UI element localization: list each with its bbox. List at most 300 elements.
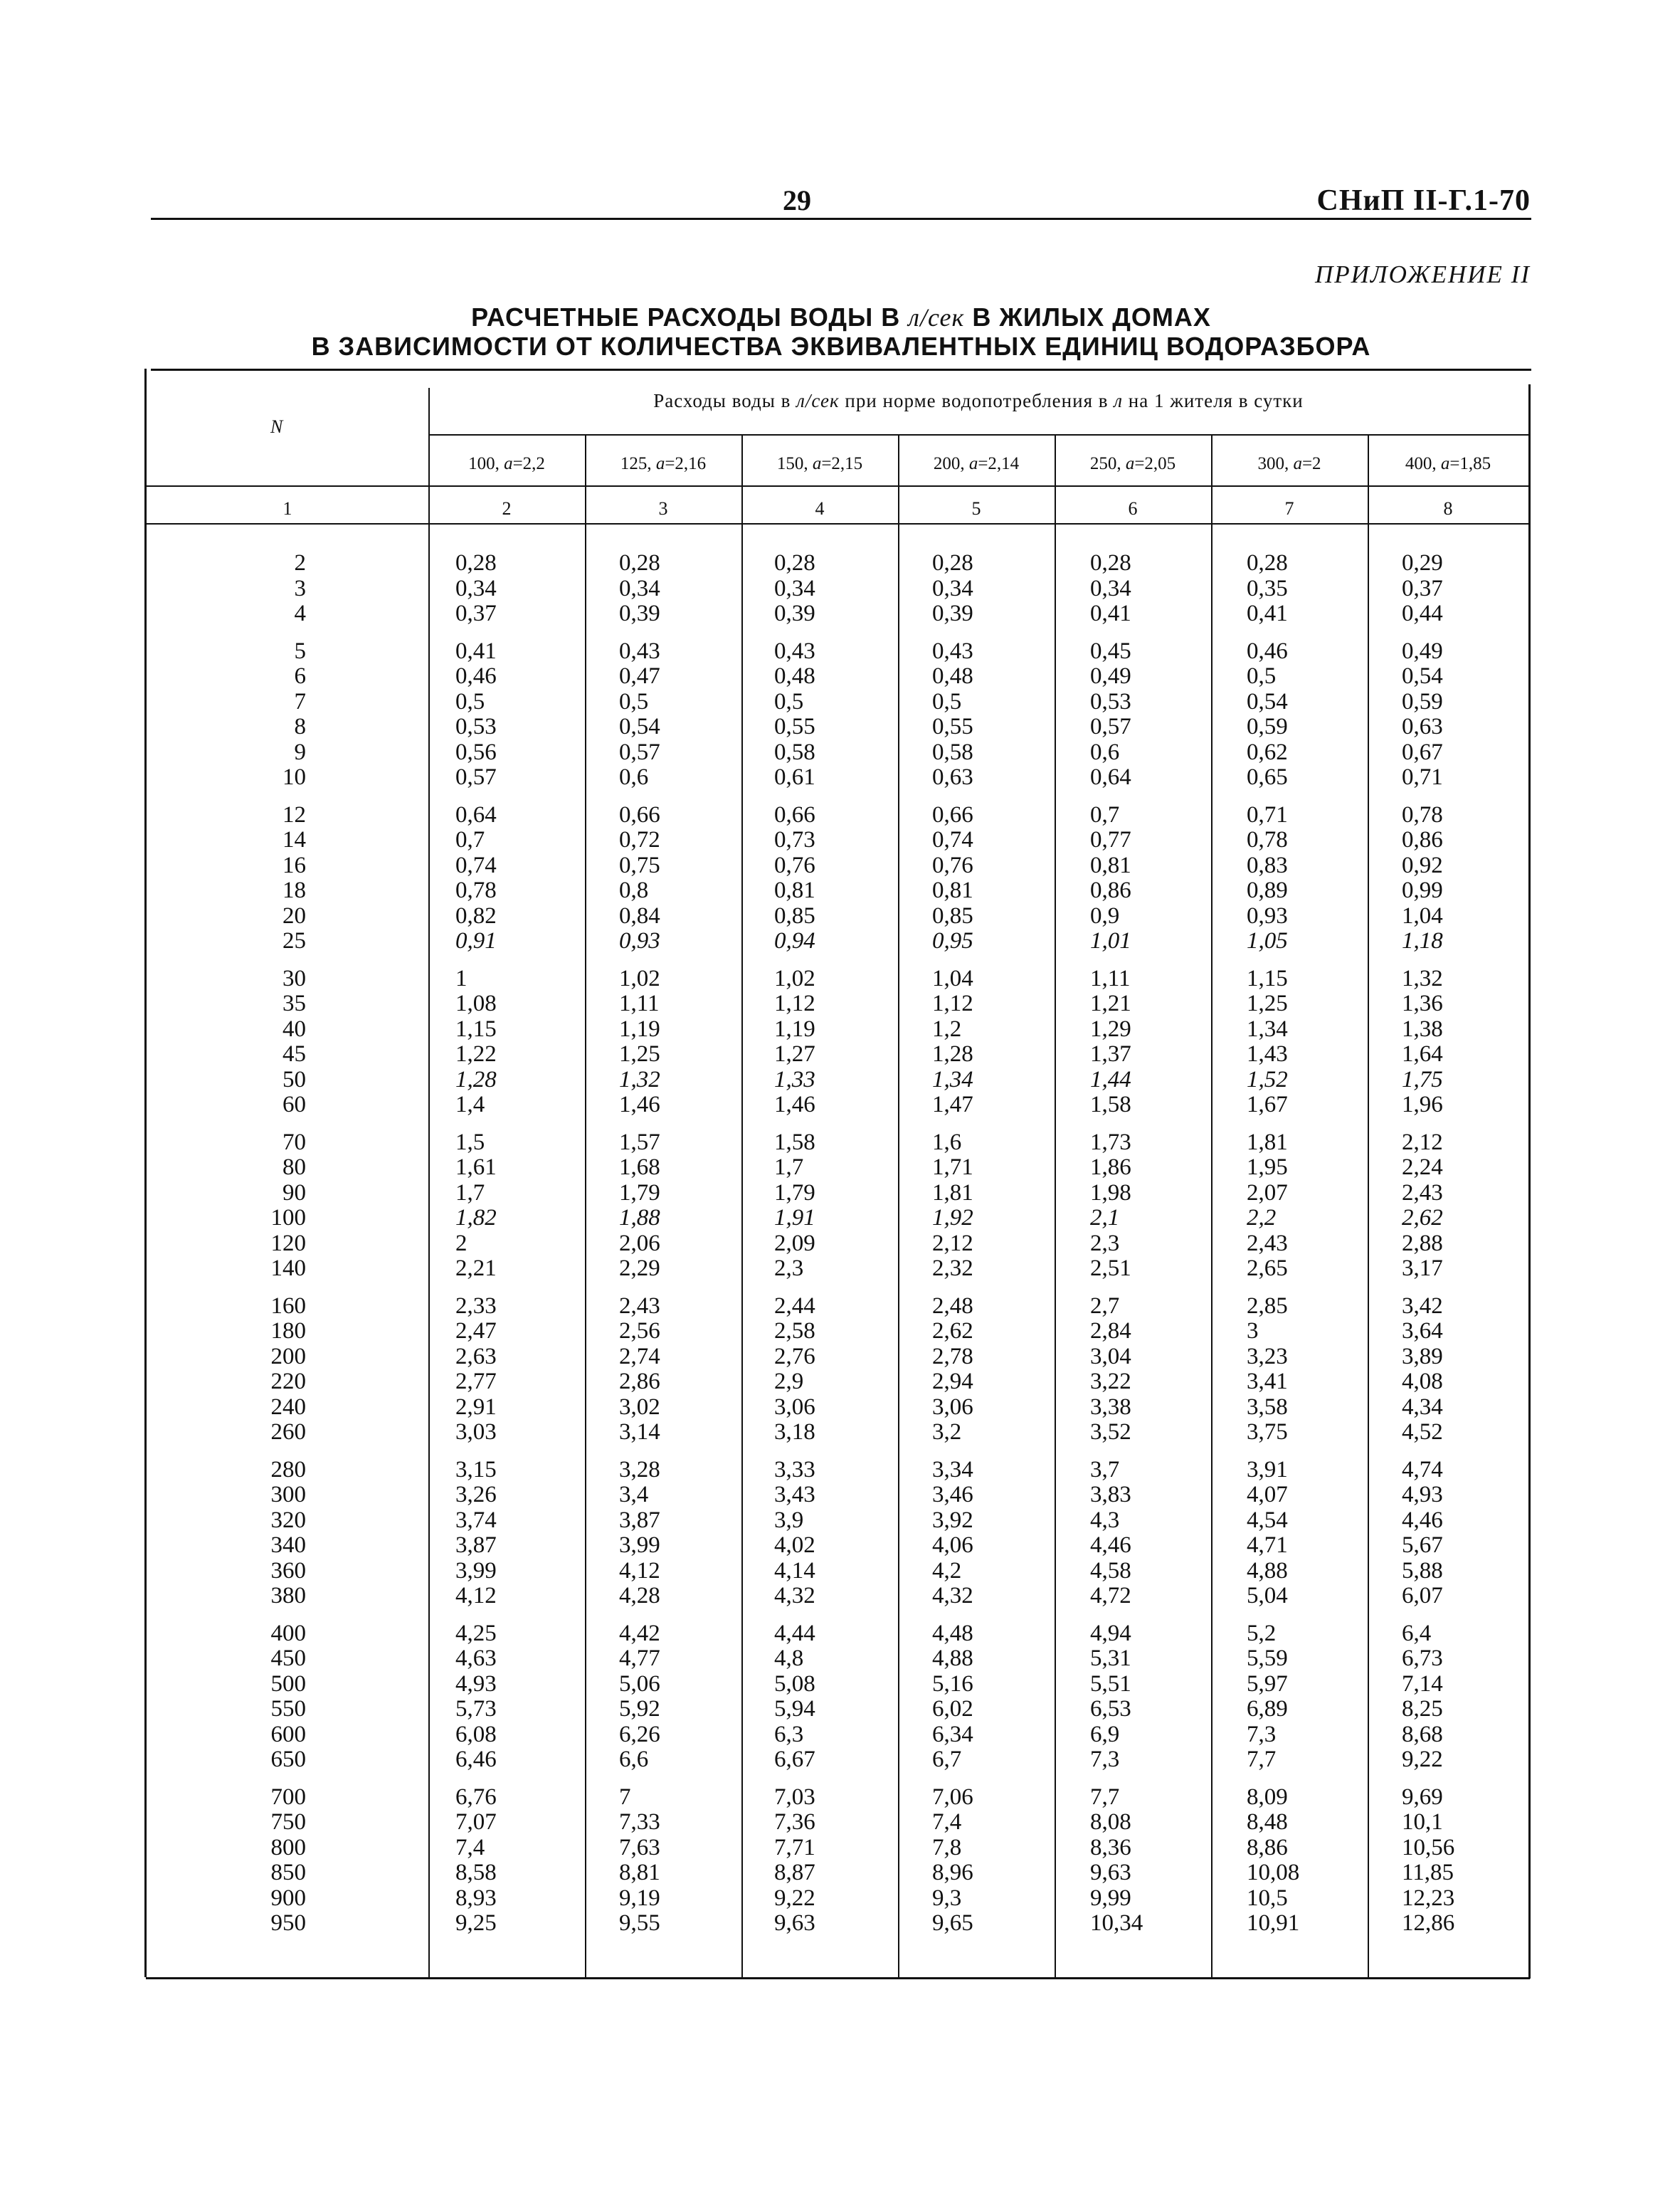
- flow-value: 0,43: [619, 638, 660, 664]
- n-value: 35: [282, 991, 306, 1016]
- flow-value: 2,12: [932, 1230, 973, 1256]
- flow-value: 0,93: [1247, 902, 1288, 929]
- flow-value: 0,76: [932, 852, 973, 878]
- n-value: 380: [270, 1583, 306, 1609]
- flow-value: 8,81: [619, 1860, 660, 1885]
- coefficient-symbol: a: [1440, 454, 1450, 473]
- flow-value: 2,1: [1090, 1205, 1120, 1231]
- flow-value: 0,28: [1090, 550, 1131, 576]
- n-value: 5: [294, 638, 306, 664]
- n-value: 300: [270, 1482, 306, 1507]
- flow-value: 0,82: [455, 902, 497, 929]
- column-number: 4: [815, 498, 825, 519]
- n-value: 45: [282, 1041, 306, 1067]
- flow-value: 9,22: [774, 1885, 815, 1911]
- flow-value: 5,16: [932, 1670, 973, 1697]
- column-divider: [428, 388, 430, 1977]
- flow-value: 5,67: [1402, 1532, 1443, 1558]
- flow-value: 3,18: [774, 1419, 815, 1445]
- flow-value: 2,2: [1247, 1205, 1277, 1231]
- flow-value: 4,06: [932, 1532, 973, 1558]
- flow-value: 2,56: [619, 1318, 660, 1344]
- n-value: 16: [282, 852, 306, 878]
- column-number-rule: [147, 523, 1528, 525]
- flow-value: 2,9: [774, 1369, 804, 1394]
- flow-value: 0,49: [1090, 663, 1131, 689]
- n-value: 10: [282, 764, 306, 790]
- flow-value: 1,12: [774, 991, 815, 1016]
- flow-value: 4,07: [1247, 1482, 1288, 1507]
- norm-value: 200,: [933, 454, 969, 473]
- flow-value: 0,99: [1402, 878, 1443, 903]
- flow-value: 0,86: [1402, 827, 1443, 853]
- flow-value: 1,96: [1402, 1092, 1443, 1117]
- flow-value: 5,73: [455, 1696, 497, 1722]
- flow-value: 0,28: [774, 550, 815, 576]
- flow-value: 0,66: [619, 801, 660, 828]
- flow-value: 10,91: [1247, 1910, 1300, 1936]
- flow-value: 7,4: [932, 1809, 962, 1835]
- flow-value: 3,26: [455, 1482, 497, 1507]
- flow-value: 1,32: [619, 1066, 660, 1092]
- flow-value: 8,36: [1090, 1834, 1131, 1860]
- flow-value: 4,77: [619, 1646, 660, 1671]
- flow-value: 0,48: [932, 663, 973, 689]
- column-number: 6: [1128, 498, 1138, 519]
- flow-value: 3,17: [1402, 1255, 1443, 1281]
- flow-value: 3,7: [1090, 1456, 1120, 1483]
- coefficient-value: =2,05: [1134, 454, 1176, 473]
- group-header-unit: л/сек: [796, 390, 840, 411]
- flow-value: 2,07: [1247, 1179, 1288, 1206]
- flow-value: 2,29: [619, 1255, 660, 1281]
- flow-value: 0,48: [774, 663, 815, 689]
- flow-value: 1,68: [619, 1154, 660, 1180]
- n-value: 160: [270, 1292, 306, 1319]
- flow-value: 6,07: [1402, 1583, 1443, 1609]
- flow-value: 1,25: [1247, 991, 1288, 1016]
- group-header-prefix: Расходы воды в: [653, 390, 791, 411]
- n-column-header: N: [270, 416, 283, 437]
- flow-value: 6,9: [1090, 1721, 1120, 1747]
- n-value: 800: [270, 1834, 306, 1860]
- coefficient-value: =2,2: [512, 454, 545, 473]
- flow-value: 0,56: [455, 739, 497, 765]
- flow-value: 1,28: [932, 1041, 973, 1067]
- flow-value: 0,85: [774, 902, 815, 929]
- flow-value: 0,28: [455, 550, 497, 576]
- n-value: 400: [270, 1620, 306, 1646]
- flow-value: 3: [1247, 1318, 1259, 1344]
- flow-value: 4,48: [932, 1620, 973, 1646]
- n-value: 14: [282, 827, 306, 853]
- flow-value: 1,04: [1402, 902, 1443, 929]
- flow-value: 10,08: [1247, 1860, 1300, 1885]
- n-value: 20: [282, 902, 306, 929]
- flow-value: 4,08: [1402, 1369, 1443, 1394]
- flow-value: 0,55: [932, 714, 973, 739]
- n-value: 50: [282, 1066, 306, 1092]
- flow-value: 0,84: [619, 902, 660, 929]
- flow-value: 3,03: [455, 1419, 497, 1445]
- column-number: 7: [1284, 498, 1294, 519]
- coefficient-value: =2,14: [978, 454, 1020, 473]
- flow-value: 2,12: [1402, 1129, 1443, 1155]
- flow-value: 0,5: [455, 688, 485, 715]
- flow-value: 0,43: [774, 638, 815, 664]
- n-value: 25: [282, 928, 306, 954]
- n-value: 120: [270, 1230, 306, 1256]
- flow-value: 0,34: [774, 575, 815, 601]
- flow-value: 1,4: [455, 1092, 485, 1117]
- flow-value: 4,71: [1247, 1532, 1288, 1558]
- flow-value: 7,03: [774, 1784, 815, 1810]
- table-title-line1: [151, 302, 1531, 332]
- n-value: 6: [294, 663, 306, 689]
- flow-value: 8,08: [1090, 1809, 1131, 1835]
- flow-value: 5,88: [1402, 1557, 1443, 1584]
- flow-value: 0,94: [774, 928, 815, 954]
- flow-value: 1,25: [619, 1041, 660, 1067]
- n-value: 9: [294, 739, 306, 765]
- flow-value: 5,94: [774, 1696, 815, 1722]
- flow-value: 8,25: [1402, 1696, 1443, 1722]
- flow-value: 2: [455, 1230, 467, 1256]
- flow-value: 2,62: [1402, 1205, 1443, 1231]
- flow-value: 6,02: [932, 1696, 973, 1722]
- flow-value: 7: [619, 1784, 631, 1810]
- column-header: [898, 454, 1055, 474]
- flow-value: 3,41: [1247, 1369, 1288, 1394]
- flow-value: 4,8: [774, 1646, 804, 1671]
- flow-value: 3,43: [774, 1482, 815, 1507]
- flow-value: 3,15: [455, 1456, 497, 1483]
- flow-value: 0,53: [1090, 688, 1131, 715]
- coefficient-symbol: a: [504, 454, 513, 473]
- flow-value: 0,78: [1247, 827, 1288, 853]
- flow-value: 6,4: [1402, 1620, 1432, 1646]
- flow-value: 0,63: [932, 764, 973, 790]
- flow-value: 4,32: [774, 1583, 815, 1609]
- flow-value: 4,93: [1402, 1482, 1443, 1507]
- flow-value: 3,52: [1090, 1419, 1131, 1445]
- flow-value: 5,2: [1247, 1620, 1277, 1646]
- n-value: 2: [294, 550, 306, 576]
- flow-value: 1,08: [455, 991, 497, 1016]
- flow-value: 0,44: [1402, 601, 1443, 626]
- flow-value: 0,6: [619, 764, 649, 790]
- flow-value: 0,53: [455, 714, 497, 739]
- flow-value: 2,74: [619, 1343, 660, 1369]
- flow-value: 9,22: [1402, 1747, 1443, 1772]
- norm-value: 400,: [1405, 454, 1441, 473]
- flow-value: 1,43: [1247, 1041, 1288, 1067]
- flow-group-header: [427, 390, 1530, 412]
- flow-value: 7,71: [774, 1834, 815, 1860]
- flow-value: 1,12: [932, 991, 973, 1016]
- n-value: 280: [270, 1456, 306, 1483]
- flow-value: 1,44: [1090, 1066, 1131, 1092]
- page-number: 29: [783, 184, 811, 216]
- flow-value: 0,95: [932, 928, 973, 954]
- flow-value: 1,18: [1402, 928, 1443, 954]
- flow-value: 6,89: [1247, 1696, 1288, 1722]
- flow-value: 2,94: [932, 1369, 973, 1394]
- flow-value: 1,79: [774, 1179, 815, 1206]
- flow-value: 3,9: [774, 1507, 804, 1533]
- flow-value: 0,66: [932, 801, 973, 828]
- flow-value: 2,91: [455, 1394, 497, 1420]
- flow-value: 8,86: [1247, 1834, 1288, 1860]
- flow-value: 0,7: [455, 827, 485, 853]
- flow-value: 3,06: [932, 1394, 973, 1420]
- flow-value: 8,68: [1402, 1721, 1443, 1747]
- flow-value: 1,98: [1090, 1179, 1131, 1206]
- flow-value: 3,2: [932, 1419, 962, 1445]
- table-title-line2: В ЗАВИСИМОСТИ ОТ КОЛИЧЕСТВА ЭКВИВАЛЕНТНЫХ ЕДИНИЦ ВОДОРАЗБОРА: [311, 332, 1371, 361]
- flow-value: 3,4: [619, 1482, 649, 1507]
- flow-value: 2,88: [1402, 1230, 1443, 1256]
- flow-value: 3,46: [932, 1482, 973, 1507]
- flow-value: 0,54: [1402, 663, 1443, 689]
- flow-value: 2,32: [932, 1255, 973, 1281]
- n-value: 140: [270, 1255, 306, 1281]
- n-value: 950: [270, 1910, 306, 1936]
- flow-value: 0,34: [455, 575, 497, 601]
- flow-value: 2,43: [1247, 1230, 1288, 1256]
- flow-value: 7,7: [1090, 1784, 1120, 1810]
- flow-value: 0,39: [774, 601, 815, 626]
- flow-value: 0,54: [619, 714, 660, 739]
- flow-value: 7,06: [932, 1784, 973, 1810]
- coefficient-value: =2,16: [665, 454, 707, 473]
- flow-value: 1,28: [455, 1066, 497, 1092]
- flow-value: 0,92: [1402, 852, 1443, 878]
- flow-value: 1,15: [455, 1016, 497, 1042]
- flow-value: 10,34: [1090, 1910, 1143, 1936]
- flow-value: 0,58: [932, 739, 973, 765]
- flow-value: 10,5: [1247, 1885, 1288, 1911]
- flow-value: 0,77: [1090, 827, 1131, 853]
- flow-value: 10,1: [1402, 1809, 1443, 1835]
- flow-value: 9,19: [619, 1885, 660, 1911]
- flow-value: 4,58: [1090, 1557, 1131, 1584]
- column-header: [428, 454, 585, 474]
- flow-value: 6,6: [619, 1747, 649, 1772]
- column-header-rule: [147, 485, 1528, 487]
- column-header: [741, 454, 898, 474]
- flow-value: 5,92: [619, 1696, 660, 1722]
- flow-value: 2,58: [774, 1318, 815, 1344]
- column-divider: [1055, 436, 1056, 1977]
- flow-value: 1,71: [932, 1154, 973, 1180]
- flow-value: 0,46: [455, 663, 497, 689]
- flow-value: 1,57: [619, 1129, 660, 1155]
- flow-value: 5,59: [1247, 1646, 1288, 1671]
- flow-value: 1,22: [455, 1041, 497, 1067]
- flow-value: 1,58: [1090, 1092, 1131, 1117]
- title-suffix: В ЖИЛЫХ ДОМАХ: [972, 302, 1211, 332]
- flow-value: 0,5: [619, 688, 649, 715]
- flow-value: 4,42: [619, 1620, 660, 1646]
- column-divider: [1368, 436, 1369, 1977]
- flow-value: 0,55: [774, 714, 815, 739]
- n-value: 100: [270, 1205, 306, 1231]
- flow-value: 4,94: [1090, 1620, 1131, 1646]
- flow-value: 0,7: [1090, 801, 1120, 828]
- flow-value: 3,64: [1402, 1318, 1443, 1344]
- flow-value: 1,01: [1090, 928, 1131, 954]
- flow-value: 8,96: [932, 1860, 973, 1885]
- flow-value: 0,45: [1090, 638, 1131, 664]
- flow-value: 1,27: [774, 1041, 815, 1067]
- flow-value: 3,34: [932, 1456, 973, 1483]
- table-left-border: [144, 369, 147, 1977]
- flow-value: 5,08: [774, 1670, 815, 1697]
- flow-value: 4,74: [1402, 1456, 1443, 1483]
- flow-value: 0,71: [1247, 801, 1288, 828]
- flow-value: 9,55: [619, 1910, 660, 1936]
- flow-value: 0,83: [1247, 852, 1288, 878]
- flow-value: 1,11: [1090, 965, 1131, 991]
- flow-value: 2,7: [1090, 1292, 1120, 1319]
- flow-value: 1: [455, 965, 467, 991]
- column-divider: [898, 436, 899, 1977]
- flow-value: 0,47: [619, 663, 660, 689]
- flow-value: 8,87: [774, 1860, 815, 1885]
- header-rule: [151, 218, 1531, 220]
- flow-value: 0,62: [1247, 739, 1288, 765]
- n-value: 60: [282, 1092, 306, 1117]
- flow-value: 7,14: [1402, 1670, 1443, 1697]
- flow-value: 9,69: [1402, 1784, 1443, 1810]
- flow-value: 0,86: [1090, 878, 1131, 903]
- flow-value: 1,73: [1090, 1129, 1131, 1155]
- flow-value: 0,5: [774, 688, 804, 715]
- flow-value: 0,41: [455, 638, 497, 664]
- flow-value: 0,61: [774, 764, 815, 790]
- column-header: [585, 454, 741, 474]
- flow-value: 0,39: [932, 601, 973, 626]
- flow-value: 6,46: [455, 1747, 497, 1772]
- flow-value: 1,04: [932, 965, 973, 991]
- flow-value: 7,33: [619, 1809, 660, 1835]
- flow-value: 8,48: [1247, 1809, 1288, 1835]
- flow-value: 2,78: [932, 1343, 973, 1369]
- n-value: 850: [270, 1860, 306, 1885]
- flow-value: 2,3: [774, 1255, 804, 1281]
- flow-value: 3,04: [1090, 1343, 1131, 1369]
- flow-value: 2,09: [774, 1230, 815, 1256]
- norm-value: 300,: [1257, 454, 1294, 473]
- flow-value: 0,75: [619, 852, 660, 878]
- flow-value: 3,28: [619, 1456, 660, 1483]
- flow-value: 6,73: [1402, 1646, 1443, 1671]
- n-value: 650: [270, 1747, 306, 1772]
- flow-value: 12,23: [1402, 1885, 1455, 1911]
- flow-value: 4,28: [619, 1583, 660, 1609]
- flow-value: 1,7: [774, 1154, 804, 1180]
- n-value: 70: [282, 1129, 306, 1155]
- flow-value: 1,81: [932, 1179, 973, 1206]
- flow-value: 0,71: [1402, 764, 1443, 790]
- flow-value: 1,95: [1247, 1154, 1288, 1180]
- flow-value: 6,08: [455, 1721, 497, 1747]
- table-bottom-border: [146, 1977, 1530, 1979]
- flow-value: 3,33: [774, 1456, 815, 1483]
- flow-value: 0,5: [932, 688, 962, 715]
- coefficient-symbol: a: [655, 454, 665, 473]
- flow-value: 0,29: [1402, 550, 1443, 576]
- flow-value: 5,06: [619, 1670, 660, 1697]
- flow-value: 0,59: [1402, 688, 1443, 715]
- column-header: [1211, 454, 1368, 474]
- column-number: 2: [502, 498, 512, 519]
- flow-value: 0,59: [1247, 714, 1288, 739]
- flow-value: 4,02: [774, 1532, 815, 1558]
- table-top-border: [151, 369, 1531, 371]
- flow-value: 4,3: [1090, 1507, 1120, 1533]
- flow-value: 2,43: [1402, 1179, 1443, 1206]
- flow-value: 0,34: [619, 575, 660, 601]
- flow-value: 0,8: [619, 878, 649, 903]
- flow-value: 3,91: [1247, 1456, 1288, 1483]
- flow-value: 0,65: [1247, 764, 1288, 790]
- flow-value: 1,15: [1247, 965, 1288, 991]
- column-divider: [585, 436, 586, 1977]
- flow-value: 1,46: [619, 1092, 660, 1117]
- flow-value: 1,33: [774, 1066, 815, 1092]
- flow-value: 2,43: [619, 1292, 660, 1319]
- flow-value: 4,12: [619, 1557, 660, 1584]
- flow-value: 1,7: [455, 1179, 485, 1206]
- flow-value: 3,87: [619, 1507, 660, 1533]
- flow-value: 3,22: [1090, 1369, 1131, 1394]
- flow-value: 2,85: [1247, 1292, 1288, 1319]
- flow-value: 1,02: [619, 965, 660, 991]
- flow-value: 1,92: [932, 1205, 973, 1231]
- flow-value: 1,6: [932, 1129, 962, 1155]
- flow-value: 4,46: [1402, 1507, 1443, 1533]
- coefficient-value: =2: [1301, 454, 1321, 473]
- flow-value: 3,23: [1247, 1343, 1288, 1369]
- flow-value: 0,63: [1402, 714, 1443, 739]
- flow-value: 4,34: [1402, 1394, 1443, 1420]
- flow-value: 0,54: [1247, 688, 1288, 715]
- flow-value: 3,58: [1247, 1394, 1288, 1420]
- flow-value: 4,46: [1090, 1532, 1131, 1558]
- flow-value: 1,46: [774, 1092, 815, 1117]
- flow-value: 0,66: [774, 801, 815, 828]
- flow-value: 4,12: [455, 1583, 497, 1609]
- flow-value: 0,81: [774, 878, 815, 903]
- title-unit: л/сек: [908, 303, 965, 332]
- n-value: 90: [282, 1179, 306, 1206]
- coefficient-symbol: a: [1125, 454, 1135, 473]
- flow-value: 5,97: [1247, 1670, 1288, 1697]
- coefficient-symbol: a: [812, 454, 822, 473]
- n-value: 450: [270, 1646, 306, 1671]
- flow-value: 0,81: [1090, 852, 1131, 878]
- column-number: 8: [1443, 498, 1453, 519]
- flow-value: 0,28: [1247, 550, 1288, 576]
- flow-value: 3,92: [932, 1507, 973, 1533]
- flow-value: 2,06: [619, 1230, 660, 1256]
- flow-value: 0,46: [1247, 638, 1288, 664]
- n-value: 7: [294, 688, 306, 715]
- flow-value: 4,88: [932, 1646, 973, 1671]
- flow-value: 2,21: [455, 1255, 497, 1281]
